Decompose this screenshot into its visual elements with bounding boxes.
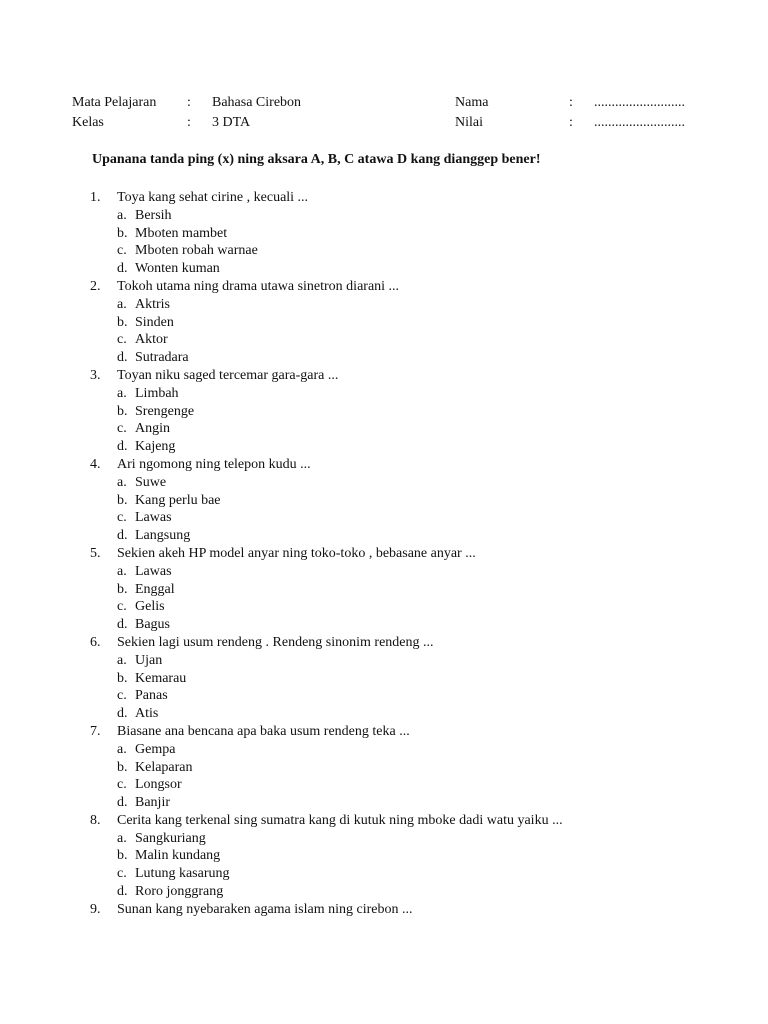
option-text: Sinden xyxy=(135,314,174,330)
answer-option[interactable] xyxy=(90,207,730,225)
question-number: 2. xyxy=(90,278,101,294)
instruction-text: Upanana tanda ping (x) ning aksara A, B, C atawa D kang dianggep bener! xyxy=(92,152,541,167)
name-colon: : xyxy=(569,95,573,110)
question-number: 7. xyxy=(90,723,101,739)
option-letter: c. xyxy=(117,243,127,259)
option-text: Lutung kasarung xyxy=(135,866,230,882)
question-number: 1. xyxy=(90,190,101,205)
option-letter: a. xyxy=(117,741,127,757)
option-text: Lawas xyxy=(135,563,172,579)
option-letter: d. xyxy=(117,528,128,544)
option-letter: b. xyxy=(117,492,128,508)
option-text: Angin xyxy=(135,421,170,437)
option-letter: b. xyxy=(117,848,128,864)
question-text: Biasane ana bencana apa baka usum rendeng teka ... xyxy=(117,723,410,739)
answer-option[interactable] xyxy=(90,581,730,599)
option-text: Srengenge xyxy=(135,403,195,419)
answer-option[interactable] xyxy=(90,403,730,421)
answer-option[interactable] xyxy=(90,563,730,581)
option-text: Bagus xyxy=(135,617,170,633)
answer-option[interactable] xyxy=(90,385,730,403)
answer-option[interactable] xyxy=(90,420,730,438)
class-colon: : xyxy=(187,115,191,130)
option-text: Langsung xyxy=(135,528,191,544)
answer-option[interactable] xyxy=(90,705,730,723)
question-text: Toyan niku saged tercemar gara-gara ... xyxy=(117,367,339,383)
option-letter: c. xyxy=(117,421,127,437)
option-letter: c. xyxy=(117,332,127,348)
class-value: 3 DTA xyxy=(212,115,251,130)
option-letter: d. xyxy=(117,795,128,811)
option-text: Suwe xyxy=(135,474,167,490)
option-text: Atis xyxy=(135,706,159,722)
option-letter: c. xyxy=(117,599,127,615)
question-text: Sekien lagi usum rendeng . Rendeng sinonim rendeng ... xyxy=(117,634,434,650)
option-text: Aktor xyxy=(135,332,168,348)
question-number: 8. xyxy=(90,812,101,828)
question-item xyxy=(90,456,730,474)
score-label: Nilai xyxy=(455,115,483,130)
answer-option[interactable] xyxy=(90,349,730,367)
option-text: Ujan xyxy=(135,652,163,668)
option-letter: b. xyxy=(117,670,128,686)
question-item xyxy=(90,189,730,207)
option-letter: b. xyxy=(117,403,128,419)
option-text: Kelaparan xyxy=(135,759,193,775)
question-number: 9. xyxy=(90,901,101,917)
answer-option[interactable] xyxy=(90,794,730,812)
answer-option[interactable] xyxy=(90,225,730,243)
option-text: Aktris xyxy=(135,296,170,312)
option-text: Banjir xyxy=(135,795,170,811)
option-text: Kemarau xyxy=(135,670,187,686)
answer-option[interactable] xyxy=(90,492,730,510)
subject-value: Bahasa Cirebon xyxy=(212,95,302,110)
answer-option[interactable] xyxy=(90,759,730,777)
answer-option[interactable] xyxy=(90,598,730,616)
answer-option[interactable] xyxy=(90,847,730,865)
question-item xyxy=(90,634,730,652)
option-letter: d. xyxy=(117,261,128,277)
option-text: Longsor xyxy=(135,777,182,793)
subject-label: Mata Pelajaran xyxy=(72,95,157,110)
answer-option[interactable] xyxy=(90,741,730,759)
option-letter: c. xyxy=(117,688,127,704)
question-text: Tokoh utama ning drama utawa sinetron diarani ... xyxy=(117,278,400,294)
question-number: 4. xyxy=(90,456,101,472)
option-letter: a. xyxy=(117,474,127,490)
option-letter: a. xyxy=(117,652,127,668)
answer-option[interactable] xyxy=(90,616,730,634)
option-text: Lawas xyxy=(135,510,172,526)
option-text: Sangkuriang xyxy=(135,830,206,846)
answer-option[interactable] xyxy=(90,527,730,545)
answer-option[interactable] xyxy=(90,830,730,848)
option-letter: a. xyxy=(117,385,127,401)
option-text: Gempa xyxy=(135,741,176,757)
option-text: Roro jonggrang xyxy=(135,884,224,900)
option-letter: b. xyxy=(117,314,128,330)
option-text: Panas xyxy=(135,688,168,704)
option-letter: b. xyxy=(117,581,128,597)
class-label: Kelas xyxy=(72,115,104,130)
option-text: Kang perlu bae xyxy=(135,492,221,508)
question-item xyxy=(90,812,730,830)
option-text: Limbah xyxy=(135,385,179,401)
option-letter: a. xyxy=(117,296,127,312)
option-letter: d. xyxy=(117,617,128,633)
score-colon: : xyxy=(569,115,573,130)
option-letter: d. xyxy=(117,350,128,366)
question-list xyxy=(90,189,730,919)
question-number: 3. xyxy=(90,367,101,383)
question-item xyxy=(90,723,730,741)
option-text: Wonten kuman xyxy=(135,261,220,277)
option-text: Mboten robah warnae xyxy=(135,243,258,259)
question-text: Toya kang sehat cirine , kecuali ... xyxy=(117,190,309,205)
answer-option[interactable] xyxy=(90,331,730,349)
option-letter: c. xyxy=(117,866,127,882)
name-label: Nama xyxy=(455,95,489,110)
option-letter: a. xyxy=(117,563,127,579)
answer-option[interactable] xyxy=(90,260,730,278)
answer-option[interactable] xyxy=(90,314,730,332)
option-letter: a. xyxy=(117,830,127,846)
answer-option[interactable] xyxy=(90,296,730,314)
option-text: Bersih xyxy=(135,207,172,223)
answer-option[interactable] xyxy=(90,474,730,492)
option-letter: a. xyxy=(117,207,127,223)
option-letter: c. xyxy=(117,777,127,793)
question-number: 6. xyxy=(90,634,101,650)
option-letter: b. xyxy=(117,759,128,775)
option-text: Gelis xyxy=(135,599,165,615)
option-letter: d. xyxy=(117,884,128,900)
answer-option[interactable] xyxy=(90,865,730,883)
answer-option[interactable] xyxy=(90,438,730,456)
option-text: Malin kundang xyxy=(135,848,221,864)
answer-option[interactable] xyxy=(90,776,730,794)
answer-option[interactable] xyxy=(90,509,730,527)
question-item xyxy=(90,545,730,563)
answer-option[interactable] xyxy=(90,687,730,705)
question-item xyxy=(90,367,730,385)
answer-option[interactable] xyxy=(90,242,730,260)
option-text: Enggal xyxy=(135,581,175,597)
name-field[interactable]: .......................... xyxy=(594,95,685,110)
option-text: Sutradara xyxy=(135,350,189,366)
question-text: Sunan kang nyebaraken agama islam ning cirebon ... xyxy=(117,901,413,917)
option-letter: d. xyxy=(117,439,128,455)
answer-option[interactable] xyxy=(90,883,730,901)
option-text: Mboten mambet xyxy=(135,225,228,241)
question-text: Ari ngomong ning telepon kudu ... xyxy=(117,456,311,472)
question-number: 5. xyxy=(90,545,101,561)
answer-option[interactable] xyxy=(90,652,730,670)
option-letter: c. xyxy=(117,510,127,526)
question-item xyxy=(90,278,730,296)
question-text: Sekien akeh HP model anyar ning toko-toko , bebasane anyar ... xyxy=(117,545,476,561)
question-text: Cerita kang terkenal sing sumatra kang di kutuk ning mboke dadi watu yaiku ... xyxy=(117,812,563,828)
question-item xyxy=(90,901,730,919)
score-field[interactable]: .......................... xyxy=(594,115,685,130)
answer-option[interactable] xyxy=(90,670,730,688)
option-letter: b. xyxy=(117,225,128,241)
subject-colon: : xyxy=(187,95,191,110)
option-letter: d. xyxy=(117,706,128,722)
option-text: Kajeng xyxy=(135,439,176,455)
